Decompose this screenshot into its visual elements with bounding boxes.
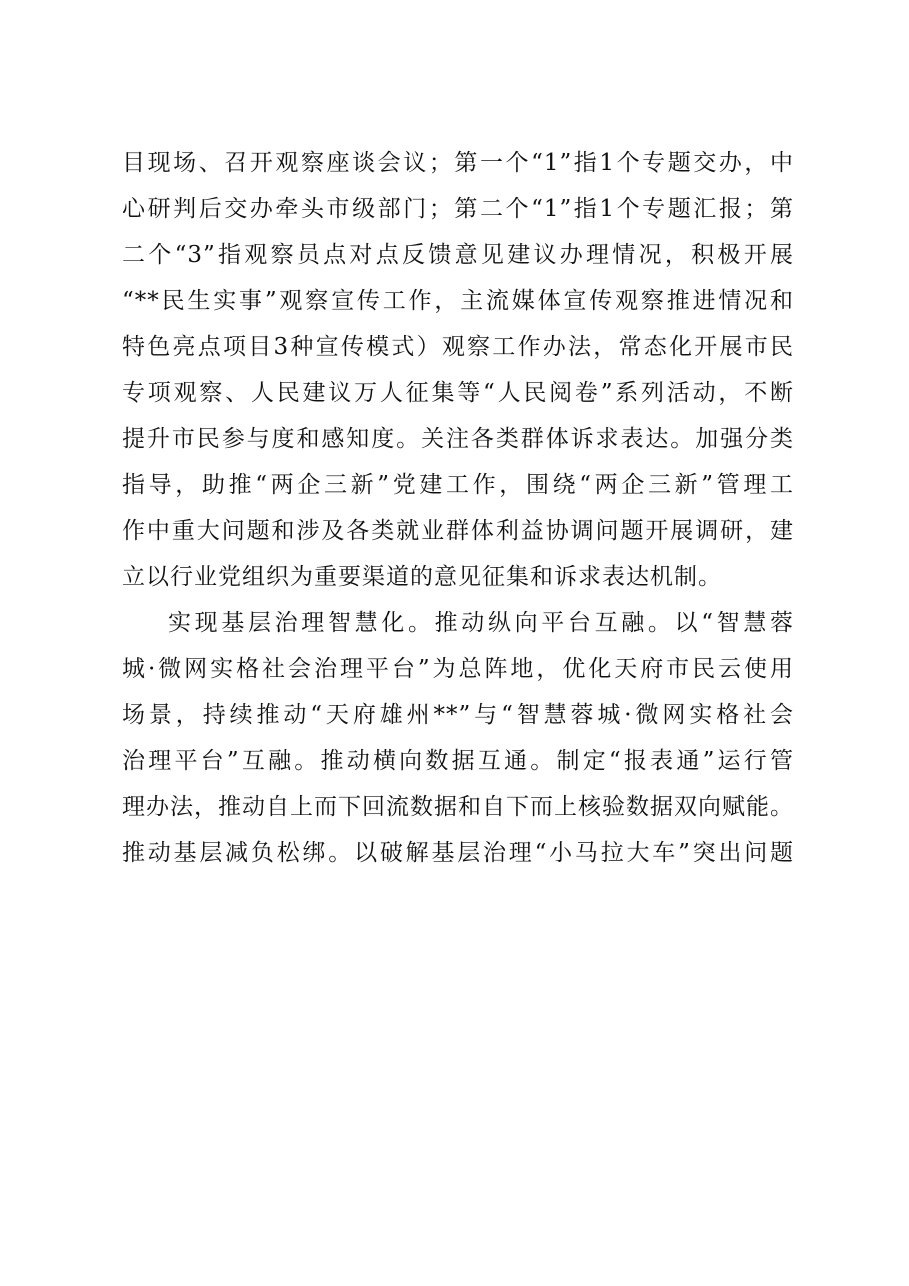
text-line: 推动基层减负松绑。以破解基层治理“小马拉大车”突出问题 — [122, 840, 794, 866]
text-line: 提升市民参与度和感知度。关注各类群体诉求表达。加强分类 — [122, 426, 794, 452]
paragraph-1 — [122, 140, 794, 600]
text-line: 实现基层治理智慧化。推动纵向平台互融。以“智慧蓉 — [168, 610, 794, 636]
paragraph-2 — [122, 600, 794, 876]
text-line: 作中重大问题和涉及各类就业群体利益协调问题开展调研，建 — [122, 518, 794, 544]
text-line: 指导，助推“两企三新”党建工作，围绕“两企三新”管理工 — [122, 472, 794, 498]
document-body — [122, 140, 794, 876]
text-line: 目现场、召开观察座谈会议；第一个“1”指1个专题交办，中 — [122, 150, 794, 176]
text-line: “**民生实事”观察宣传工作，主流媒体宣传观察推进情况和 — [122, 288, 794, 314]
text-line: 专项观察、人民建议万人征集等“人民阅卷”系列活动，不断 — [122, 380, 794, 406]
text-line: 城·微网实格社会治理平台”为总阵地，优化天府市民云使用 — [122, 656, 794, 682]
text-line: 特色亮点项目3种宣传模式）观察工作办法，常态化开展市民 — [122, 334, 794, 360]
text-line: 二个“3”指观察员点对点反馈意见建议办理情况，积极开展 — [122, 242, 794, 268]
text-line: 治理平台”互融。推动横向数据互通。制定“报表通”运行管 — [122, 748, 794, 774]
text-line: 理办法，推动自上而下回流数据和自下而上核验数据双向赋能。 — [122, 794, 794, 820]
text-line: 心研判后交办牵头市级部门；第二个“1”指1个专题汇报；第 — [122, 196, 794, 222]
text-line: 立以行业党组织为重要渠道的意见征集和诉求表达机制。 — [122, 564, 722, 590]
text-line: 场景，持续推动“天府雄州**”与“智慧蓉城·微网实格社会 — [122, 702, 794, 728]
